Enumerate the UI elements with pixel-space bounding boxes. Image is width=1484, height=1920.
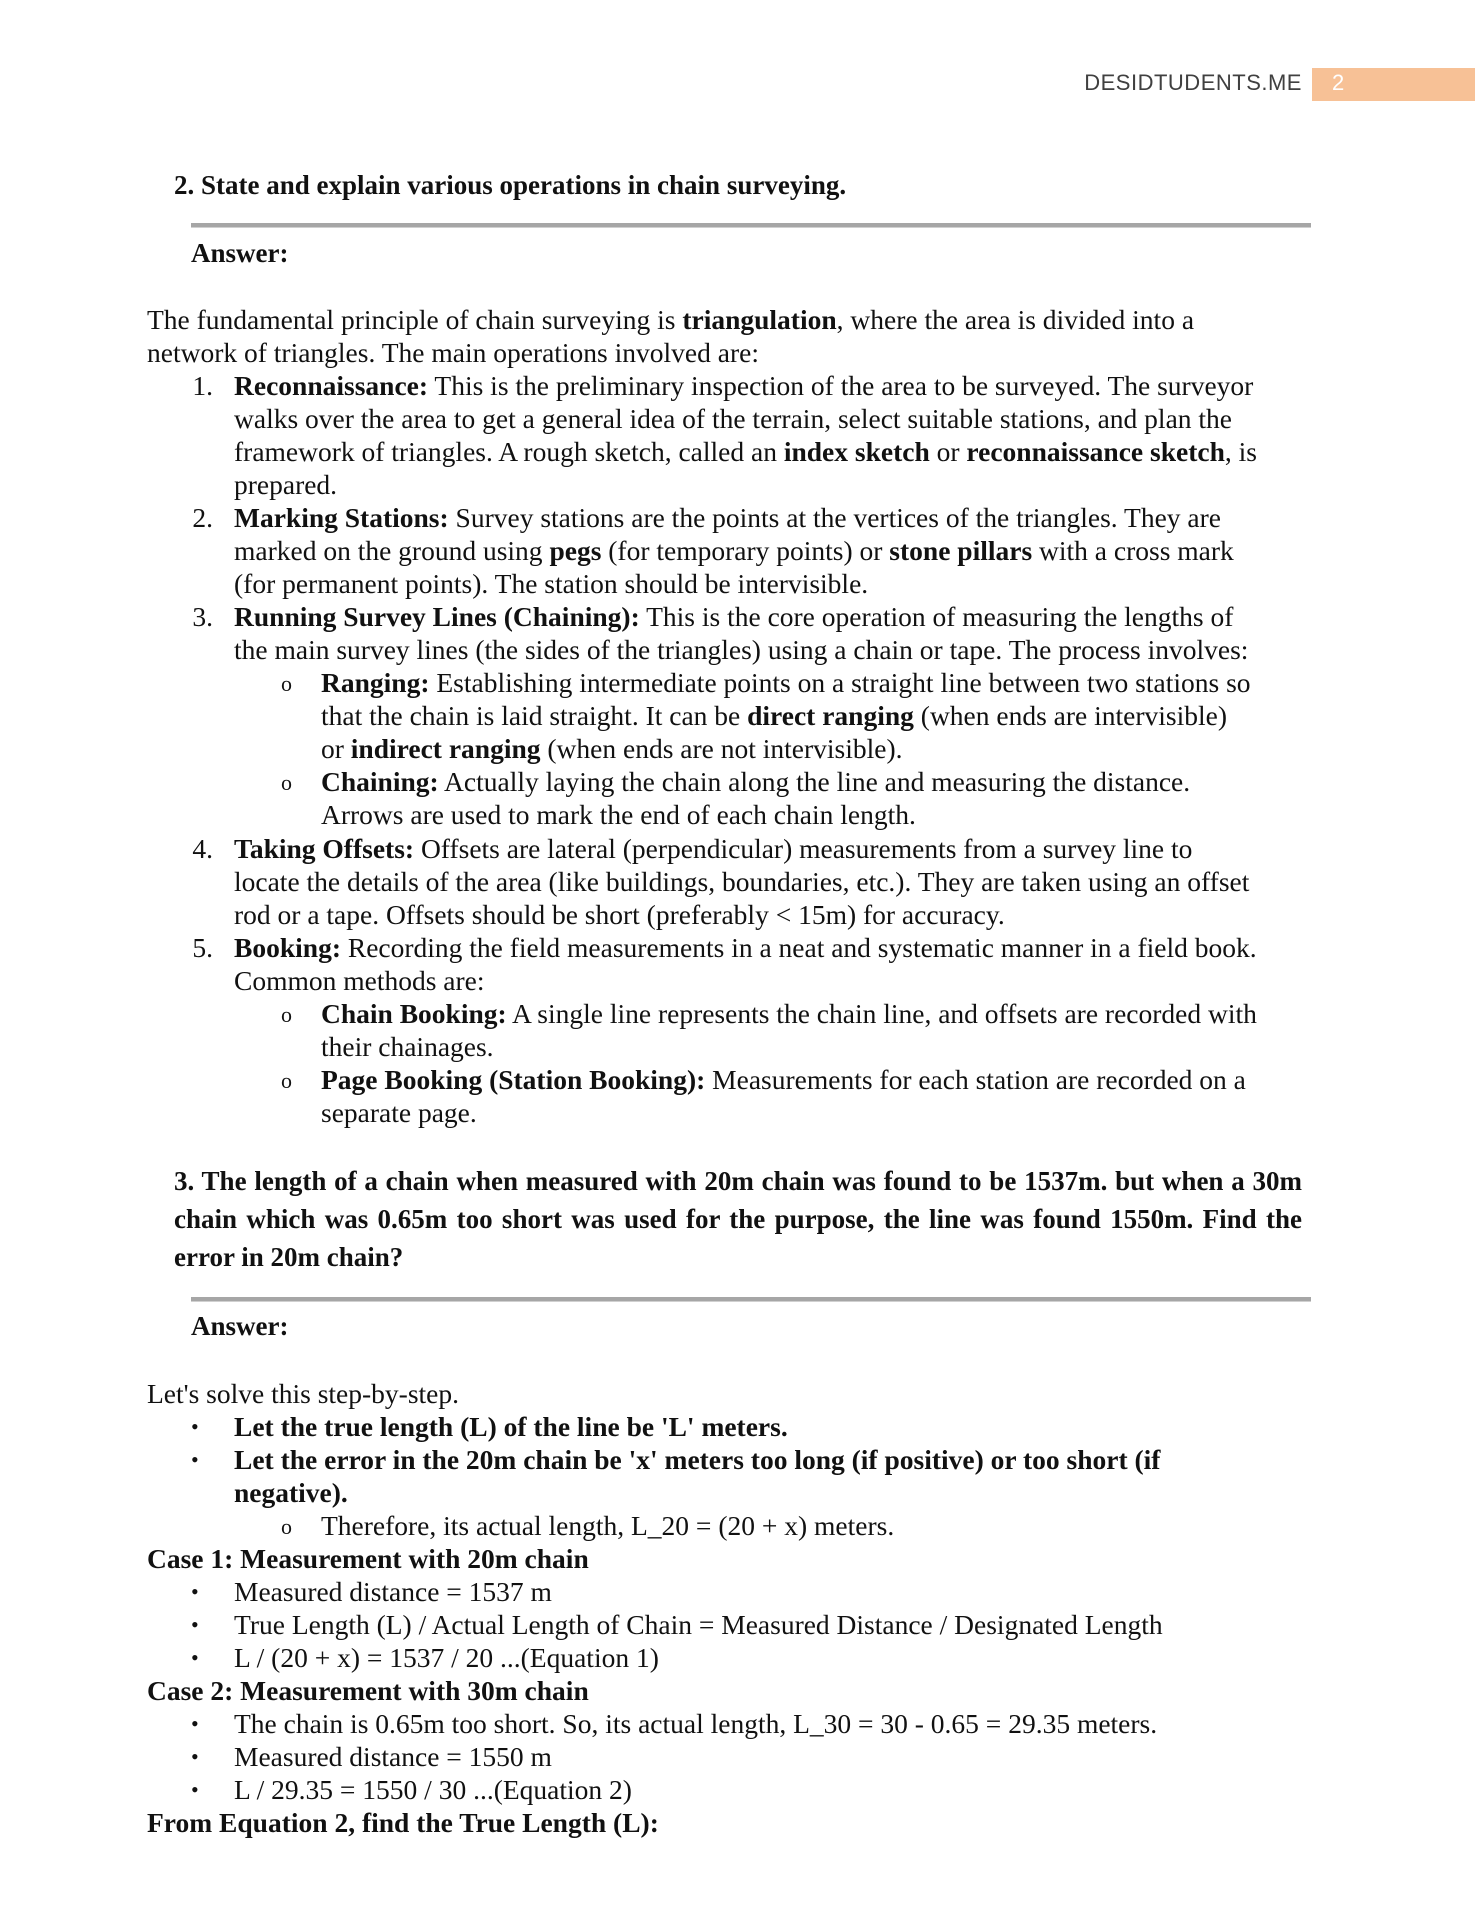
divider	[191, 223, 1311, 228]
sub-item-text: Arrows are used to mark the end of each chain length.	[321, 799, 916, 830]
sub-item: Chaining: Actually laying the chain along the line and measuring the distance.	[321, 766, 1191, 797]
list-number: 5.	[192, 932, 213, 963]
sub-item-text: that the chain is laid straight. It can be direct ranging (when ends are intervisible)	[321, 700, 1227, 731]
list-item-text: framework of triangles. A rough sketch, called an index sketch or reconnaissance sketch, is	[234, 436, 1257, 467]
list-item: Booking: Recording the field measurements in a neat and systematic manner in a field book.	[234, 932, 1257, 963]
list-item-text: locate the details of the area (like buildings, boundaries, etc.). They are taken using an offset	[234, 866, 1250, 897]
case-1-step: Measured distance = 1537 m	[234, 1576, 552, 1607]
bullet-icon: •	[191, 1579, 199, 1604]
answer-label: Answer:	[191, 238, 289, 268]
sub-item-text: separate page.	[321, 1097, 477, 1128]
list-item: Running Survey Lines (Chaining): This is the core operation of measuring the lengths of	[234, 601, 1234, 632]
case-2-step: Measured distance = 1550 m	[234, 1741, 552, 1772]
list-number: 2.	[192, 502, 213, 533]
page-number-badge	[1312, 68, 1475, 101]
list-item: Reconnaissance: This is the preliminary inspection of the area to be surveyed. The surveyor	[234, 370, 1254, 401]
bullet-icon: •	[191, 1711, 199, 1736]
sub-bullet-icon: o	[281, 1068, 292, 1093]
case-1-heading: Case 1: Measurement with 20m chain	[147, 1543, 589, 1574]
assumption: negative).	[234, 1477, 348, 1508]
case-2-step: L / 29.35 = 1550 / 30 ...(Equation 2)	[234, 1774, 632, 1805]
bullet-icon: •	[191, 1612, 199, 1637]
list-item: Marking Stations: Survey stations are the points at the vertices of the triangles. They are	[234, 502, 1221, 533]
sub-item: Ranging: Establishing intermediate points on a straight line between two stations so	[321, 667, 1251, 698]
solution-intro: Let's solve this step-by-step.	[147, 1378, 459, 1409]
answer-label: Answer:	[191, 1311, 289, 1341]
list-item: Taking Offsets: Offsets are lateral (perpendicular) measurements from a survey line to	[234, 833, 1193, 864]
assumption: Let the true length (L) of the line be 'L' meters.	[234, 1411, 788, 1442]
site-name: DESIDTUDENTS.ME	[1084, 70, 1302, 95]
bullet-icon: •	[191, 1744, 199, 1769]
list-item-text: Common methods are:	[234, 965, 485, 996]
bullet-icon: •	[191, 1777, 199, 1802]
bullet-icon: •	[191, 1645, 199, 1670]
sub-item: Chain Booking: A single line represents the chain line, and offsets are recorded with	[321, 998, 1257, 1029]
bullet-icon: •	[191, 1447, 199, 1472]
case-2-heading: Case 2: Measurement with 30m chain	[147, 1675, 589, 1706]
question-3-title: 3. The length of a chain when measured with 20m chain was found to be 1537m. but when a 30m chain which was 0.65m too short was used for the purpose, the line was found 1550m. Find the error in 20m chain?	[174, 1166, 1302, 1272]
list-item-text: the main survey lines (the sides of the triangles) using a chain or tape. The process involves:	[234, 634, 1249, 665]
sub-item-text: their chainages.	[321, 1031, 494, 1062]
list-number: 3.	[192, 601, 213, 632]
bullet-icon: •	[191, 1414, 199, 1439]
list-item-text: walks over the area to get a general idea of the terrain, select suitable stations, and plan the	[234, 403, 1233, 434]
list-item-text: (for permanent points). The station should be intervisible.	[234, 568, 869, 599]
sub-item: Page Booking (Station Booking): Measurements for each station are recorded on a	[321, 1064, 1246, 1095]
sub-item-text: or indirect ranging (when ends are not intervisible).	[321, 733, 903, 764]
sub-item-text: Therefore, its actual length, L_20 = (20 + x) meters.	[321, 1510, 895, 1541]
case-1-step: True Length (L) / Actual Length of Chain = Measured Distance / Designated Length	[234, 1609, 1163, 1640]
question-2-title: 2. State and explain various operations in chain surveying.	[174, 170, 847, 200]
page-number: 2	[1332, 70, 1345, 95]
list-number: 4.	[192, 833, 213, 864]
list-item-text: marked on the ground using pegs (for temporary points) or stone pillars with a cross mark	[234, 535, 1234, 566]
case-1-step: L / (20 + x) = 1537 / 20 ...(Equation 1)	[234, 1642, 659, 1673]
case-2-step: The chain is 0.65m too short. So, its actual length, L_30 = 30 - 0.65 = 29.35 meters.	[234, 1708, 1158, 1739]
list-item-text: prepared.	[234, 469, 338, 500]
list-item-text: rod or a tape. Offsets should be short (preferably < 15m) for accuracy.	[234, 899, 1005, 930]
assumption: Let the error in the 20m chain be 'x' meters too long (if positive) or too short (if	[234, 1444, 1161, 1475]
final-step-heading: From Equation 2, find the True Length (L):	[147, 1807, 659, 1838]
sub-bullet-icon: o	[281, 1514, 292, 1539]
intro-line-2: network of triangles. The main operations involved are:	[147, 337, 759, 368]
sub-bullet-icon: o	[281, 770, 292, 795]
list-number: 1.	[192, 370, 213, 401]
sub-bullet-icon: o	[281, 1002, 292, 1027]
divider	[191, 1297, 1311, 1302]
sub-bullet-icon: o	[281, 671, 292, 696]
intro-line-1: The fundamental principle of chain surveying is triangulation, where the area is divided into a	[147, 304, 1195, 335]
